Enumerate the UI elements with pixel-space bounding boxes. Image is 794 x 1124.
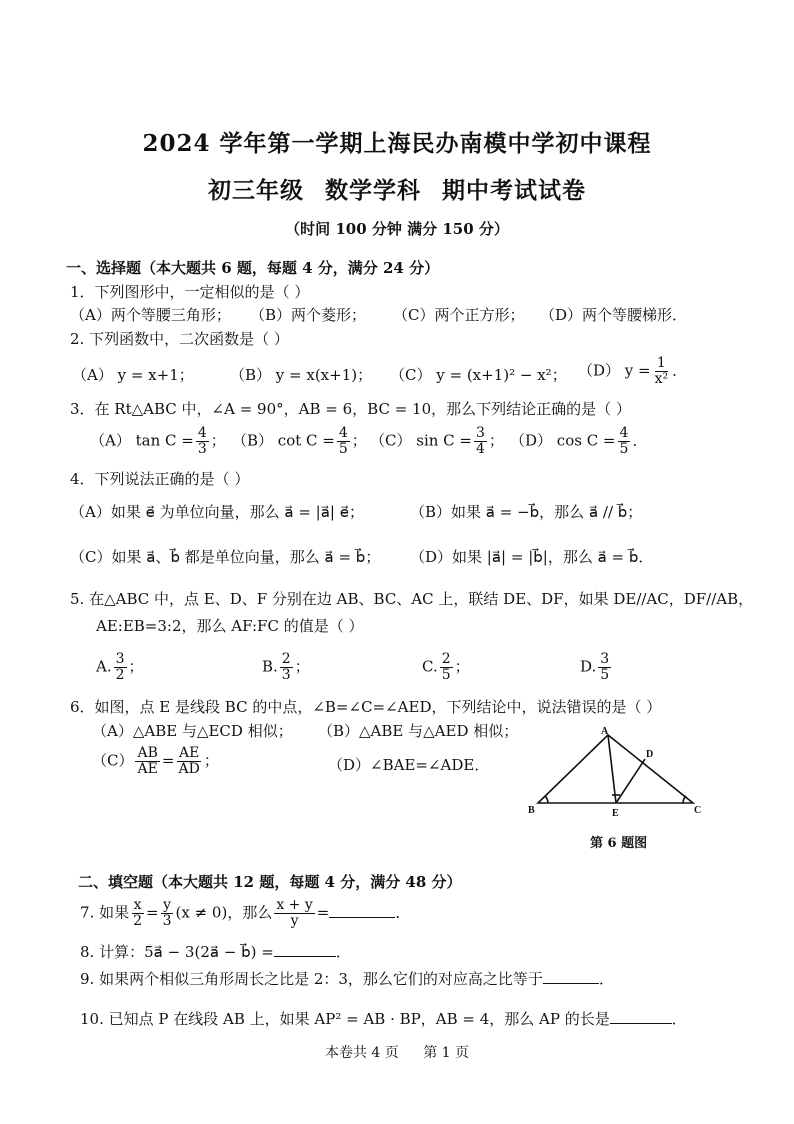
q7-n2: y	[163, 897, 172, 913]
exam-title: 2024 学年第一学期上海民办南模中学初中课程	[142, 130, 652, 157]
q3-b-prefix: （B） cot C =	[232, 431, 335, 450]
segment-ae	[608, 735, 616, 803]
section1-heading: 一、选择题（本大题共 6 题，每题 4 分，满分 24 分）	[66, 259, 440, 277]
label-e: E	[612, 808, 619, 819]
q10-end: ．	[671, 1010, 687, 1028]
q3-a-prefix: （A） tan C =	[90, 431, 194, 450]
q5-option-c	[422, 652, 470, 683]
q7-prefix: 7. 如果	[80, 903, 130, 922]
q6-triangle-figure	[528, 725, 703, 820]
q5-b-den: 3	[281, 667, 291, 683]
exam-subtitle	[0, 172, 794, 205]
q7-n3: x + y	[276, 897, 313, 913]
q6-c-prefix: （C）	[92, 751, 134, 770]
q2-d-fraction	[653, 356, 671, 387]
page-total: 本卷共 4 页	[324, 1045, 399, 1061]
q5-stem-line1: 5. 在△ABC 中，点 E、D、F 分别在边 AB、BC、AC 上，联结 DE、DF，如果 DE//AC，DF//AB，	[70, 590, 754, 608]
angle-c-mark	[683, 796, 686, 803]
q4-stem: 4．下列说法正确的是（ ）	[70, 470, 250, 488]
q5-option-a	[96, 652, 144, 683]
label-b: B	[528, 805, 535, 816]
section2-heading: 二、填空题（本大题共 12 题，每题 4 分，满分 48 分）	[78, 873, 462, 891]
q3-c-num: 3	[475, 425, 485, 441]
q1-option-c: （C）两个正方形；	[393, 306, 525, 324]
q3-d-fraction	[618, 426, 631, 457]
q2-option-b: （B） y = x(x+1)；	[230, 366, 373, 384]
q3-c-den: 4	[475, 441, 485, 457]
q5-c-den: 5	[441, 667, 451, 683]
q3-b-fraction	[337, 426, 350, 457]
q3-d-suffix: ．	[632, 431, 648, 450]
q3-option-b	[232, 426, 367, 457]
q5-option-b	[262, 652, 310, 683]
q7-n1: x	[133, 897, 142, 913]
q6-c-den1: AE	[137, 761, 158, 777]
q4-option-b: （B）如果 a⃗ = −b⃗，那么 a⃗ // b⃗；	[410, 503, 643, 521]
q10-line	[80, 1008, 687, 1030]
q3-option-d	[510, 426, 647, 457]
q2-stem: 2. 下列函数中，二次函数是（ ）	[70, 330, 289, 348]
q3-b-num: 4	[338, 425, 348, 441]
q5-a-suffix: ；	[128, 657, 144, 676]
q3-a-fraction	[196, 426, 209, 457]
q7-condition: (x ≠ 0)，那么	[175, 903, 273, 922]
q5-b-suffix: ；	[294, 657, 310, 676]
exam-meta: （时间 100 分钟 满分 150 分）	[285, 220, 509, 238]
q3-b-suffix: ；	[351, 431, 367, 450]
q1-option-d: （D）两个等腰梯形．	[540, 306, 688, 324]
q3-c-suffix: ；	[488, 431, 504, 450]
q7-fraction-y	[161, 898, 174, 929]
q5-c-num: 2	[441, 651, 451, 667]
q5-d-fraction	[598, 652, 611, 683]
q8-text: 8. 计算：5a⃗ − 3(2a⃗ − b⃗) =	[80, 943, 274, 961]
q8-line	[80, 941, 351, 963]
q2-option-d	[578, 356, 687, 387]
label-a: A	[601, 726, 609, 737]
q8-answer-blank[interactable]	[274, 942, 336, 957]
q3-a-den: 3	[197, 441, 207, 457]
label-c: C	[694, 805, 702, 816]
q9-text: 9. 如果两个相似三角形周长之比是 2：3，那么它们的对应高之比等于	[80, 970, 543, 988]
q3-d-den: 5	[619, 441, 629, 457]
q5-b-prefix: B.	[262, 657, 278, 676]
q5-c-fraction	[440, 652, 453, 683]
q5-a-den: 2	[115, 667, 125, 683]
q1-option-b: （B）两个菱形；	[250, 306, 367, 324]
q6-option-d: （D）∠BAE=∠ADE．	[328, 756, 490, 774]
q6-option-a: （A）△ABE 与△ECD 相似；	[92, 722, 293, 740]
q7-fraction-target	[274, 898, 314, 929]
q9-line	[80, 968, 614, 990]
q6-option-b: （B）△ABE 与△AED 相似；	[318, 722, 519, 740]
q5-stem-line2: AE:EB=3:2，那么 AF:FC 的值是（ ）	[96, 617, 364, 635]
q1-stem: 1．下列图形中，一定相似的是（ ）	[70, 283, 310, 301]
q6-c-fraction-2	[176, 746, 201, 777]
q2-d-num: 1	[656, 355, 666, 371]
q7-d1: 2	[133, 913, 143, 929]
q6-c-den2: AD	[178, 761, 200, 777]
q7-eq: =	[146, 903, 159, 922]
q7-d3: y	[290, 913, 299, 929]
q8-end: ．	[335, 943, 351, 961]
q5-b-num: 2	[281, 651, 291, 667]
q3-c-fraction	[474, 426, 487, 457]
q6-c-num1: AB	[137, 745, 158, 761]
q2-d-prefix: （D） y =	[578, 361, 651, 380]
q1-option-a: （A）两个等腰三角形；	[70, 306, 231, 324]
q6-c-eq: =	[161, 751, 175, 770]
q9-end: ．	[598, 970, 614, 988]
q2-d-suffix: ．	[672, 361, 688, 380]
q5-d-num: 3	[600, 651, 610, 667]
q2-d-den: x²	[654, 371, 669, 387]
exam-type-label: 期中考试试卷	[442, 177, 587, 204]
q6-c-suffix: ；	[203, 751, 219, 770]
q5-c-prefix: C.	[422, 657, 438, 676]
q5-a-num: 3	[115, 651, 125, 667]
q6-c-num2: AE	[178, 745, 200, 761]
q5-d-prefix: D.	[580, 657, 597, 676]
q3-b-den: 5	[338, 441, 348, 457]
q7-end: ．	[395, 903, 411, 922]
page-number: 第 1 页	[423, 1045, 470, 1061]
q2-option-a: （A） y = x+1；	[72, 366, 194, 384]
q6-option-c	[92, 746, 219, 777]
q3-d-num: 4	[619, 425, 629, 441]
q5-d-den: 5	[600, 667, 610, 683]
q7-d2: 3	[162, 913, 172, 929]
grade-label: 初三年级	[207, 177, 304, 204]
figure-caption: 第 6 题图	[590, 836, 648, 851]
q3-d-prefix: （D） cos C =	[510, 431, 616, 450]
q7-tail: =	[316, 903, 330, 922]
q3-option-a	[90, 426, 226, 457]
q7-fraction-x	[131, 898, 144, 929]
label-d: D	[646, 749, 654, 760]
q4-option-c: （C）如果 a⃗、b⃗ 都是单位向量，那么 a⃗ = b⃗；	[70, 548, 381, 566]
q4-option-d: （D）如果 |a⃗| = |b⃗|，那么 a⃗ = b⃗．	[410, 548, 654, 566]
q3-option-c	[370, 426, 504, 457]
q9-answer-blank[interactable]	[543, 969, 599, 984]
q7-answer-blank[interactable]	[329, 903, 395, 918]
subject-label: 数学学科	[325, 177, 421, 204]
q3-c-prefix: （C） sin C =	[370, 431, 472, 450]
q5-option-d	[580, 652, 613, 683]
page-footer	[0, 1042, 794, 1062]
q10-answer-blank[interactable]	[610, 1009, 672, 1024]
q2-option-c: （C） y = (x+1)² − x²；	[390, 366, 567, 384]
q5-a-fraction	[114, 652, 127, 683]
q3-stem: 3．在 Rt△ABC 中，∠A = 90°，AB = 6，BC = 10，那么下列结论正确的是（ ）	[70, 400, 631, 418]
q5-b-fraction	[280, 652, 293, 683]
segment-ed	[616, 759, 645, 803]
q4-option-a: （A）如果 e⃗ 为单位向量，那么 a⃗ = |a⃗| e⃗；	[70, 503, 364, 521]
q7-line	[80, 898, 410, 929]
q3-a-suffix: ；	[210, 431, 226, 450]
q6-stem: 6．如图，点 E 是线段 BC 的中点，∠B=∠C=∠AED，下列结论中，说法错误的是（ ）	[70, 698, 662, 716]
q5-a-prefix: A.	[96, 657, 112, 676]
q10-text: 10. 已知点 P 在线段 AB 上，如果 AP² = AB · BP，AB = 4，那么 AP 的长是	[80, 1010, 610, 1028]
q5-c-suffix: ；	[454, 657, 470, 676]
q3-a-num: 4	[197, 425, 207, 441]
angle-b-mark	[545, 796, 548, 803]
q6-c-fraction-1	[135, 746, 159, 777]
